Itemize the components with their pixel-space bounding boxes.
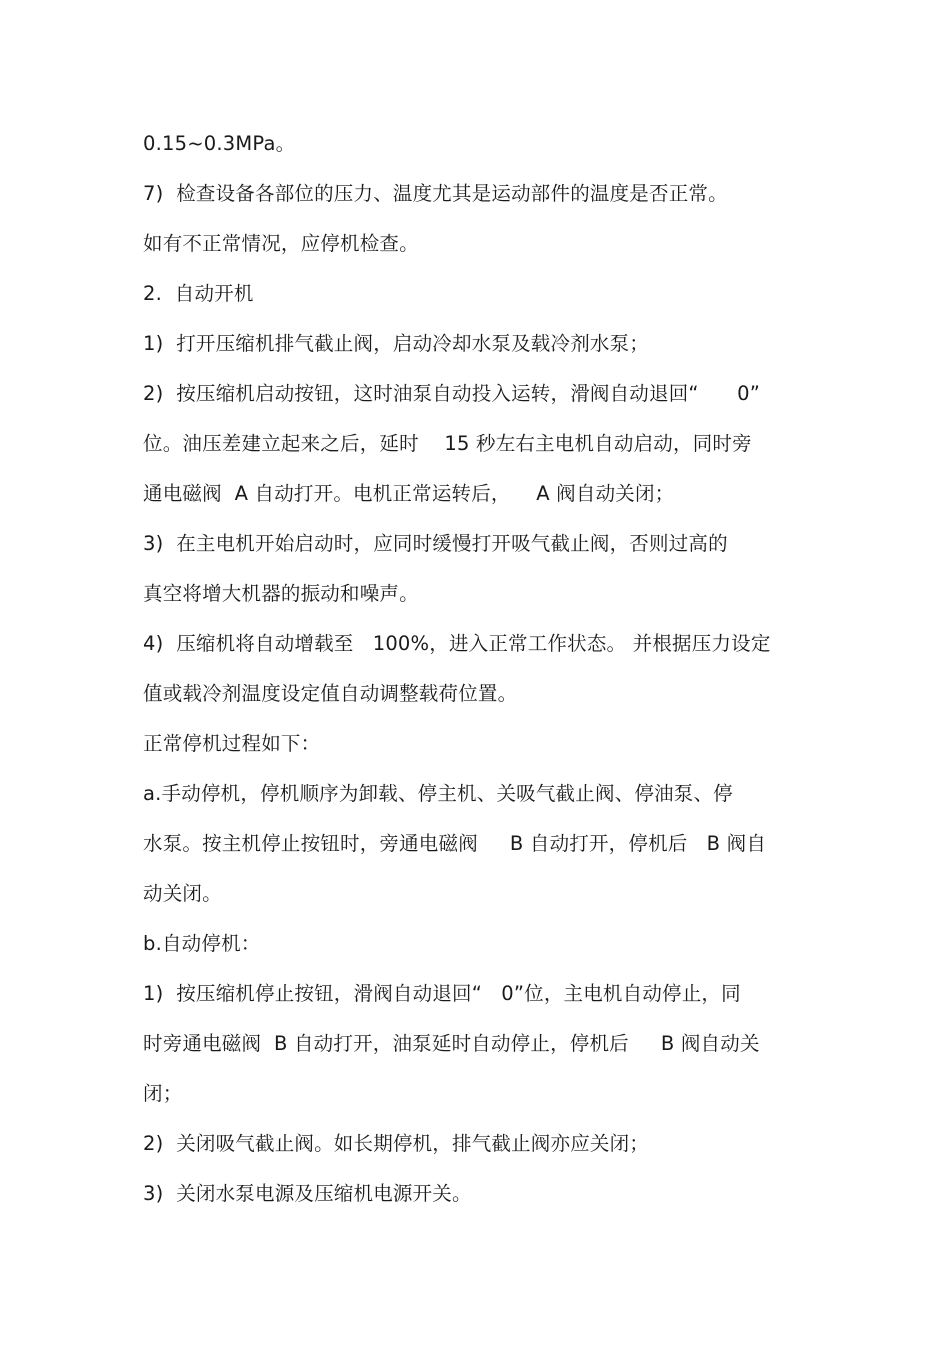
text-line-auto-step-2-cont-1: 位。油压差建立起来之后，延时 15 秒左右主电机自动启动，同时旁 — [143, 432, 752, 455]
text-line-auto-step-2: 2) 按压缩机启动按钮，这时油泵自动投入运转，滑阀自动退回“ 0” — [143, 382, 761, 405]
text-line-manual-stop-cont-1: 水泵。按主机停止按钮时，旁通电磁阀 B 自动打开，停机后 B 阀自 — [143, 832, 767, 855]
section-heading-normal-stop: 正常停机过程如下： — [143, 732, 321, 755]
text-line-manual-stop: a.手动停机，停机顺序为卸载、停主机、关吸气截止阀、停油泵、停 — [143, 782, 733, 805]
text-line-auto-step-3-cont: 真空将增大机器的振动和噪声。 — [143, 582, 419, 605]
text-line-manual-stop-cont-2: 动关闭。 — [143, 882, 222, 905]
text-line-auto-step-4: 4) 压缩机将自动增载至 100%，进入正常工作状态。 并根据压力设定 — [143, 632, 771, 655]
text-line-auto-step-4-cont: 值或载冷剂温度设定值自动调整载荷位置。 — [143, 682, 518, 705]
text-line-stop-step-1-cont-1: 时旁通电磁阀 B 自动打开，油泵延时自动停止，停机后 B 阀自动关 — [143, 1032, 760, 1055]
text-line-step-7-check: 7) 检查设备各部位的压力、温度尤其是运动部件的温度是否正常。 — [143, 182, 728, 205]
text-line-abnormal-stop: 如有不正常情况，应停机检查。 — [143, 232, 419, 255]
text-line-pressure-range: 0.15~0.3MPa。 — [143, 132, 296, 155]
text-line-auto-step-1: 1) 打开压缩机排气截止阀，启动冷却水泵及载冷剂水泵； — [143, 332, 650, 355]
text-line-auto-step-2-cont-2: 通电磁阀 A 自动打开。电机正常运转后， A 阀自动关闭； — [143, 482, 675, 505]
text-line-stop-step-1: 1) 按压缩机停止按钮，滑阀自动退回“ 0”位，主电机自动停止，同 — [143, 982, 741, 1005]
text-line-auto-step-3: 3) 在主电机开始启动时，应同时缓慢打开吸气截止阀，否则过高的 — [143, 532, 728, 555]
section-heading-auto-start: 2. 自动开机 — [143, 282, 254, 305]
text-line-stop-step-3: 3) 关闭水泵电源及压缩机电源开关。 — [143, 1182, 472, 1205]
text-line-stop-step-2: 2) 关闭吸气截止阀。如长期停机，排气截止阀亦应关闭； — [143, 1132, 650, 1155]
section-heading-auto-stop: b.自动停机： — [143, 932, 261, 955]
text-line-stop-step-1-cont-2: 闭； — [143, 1082, 183, 1105]
